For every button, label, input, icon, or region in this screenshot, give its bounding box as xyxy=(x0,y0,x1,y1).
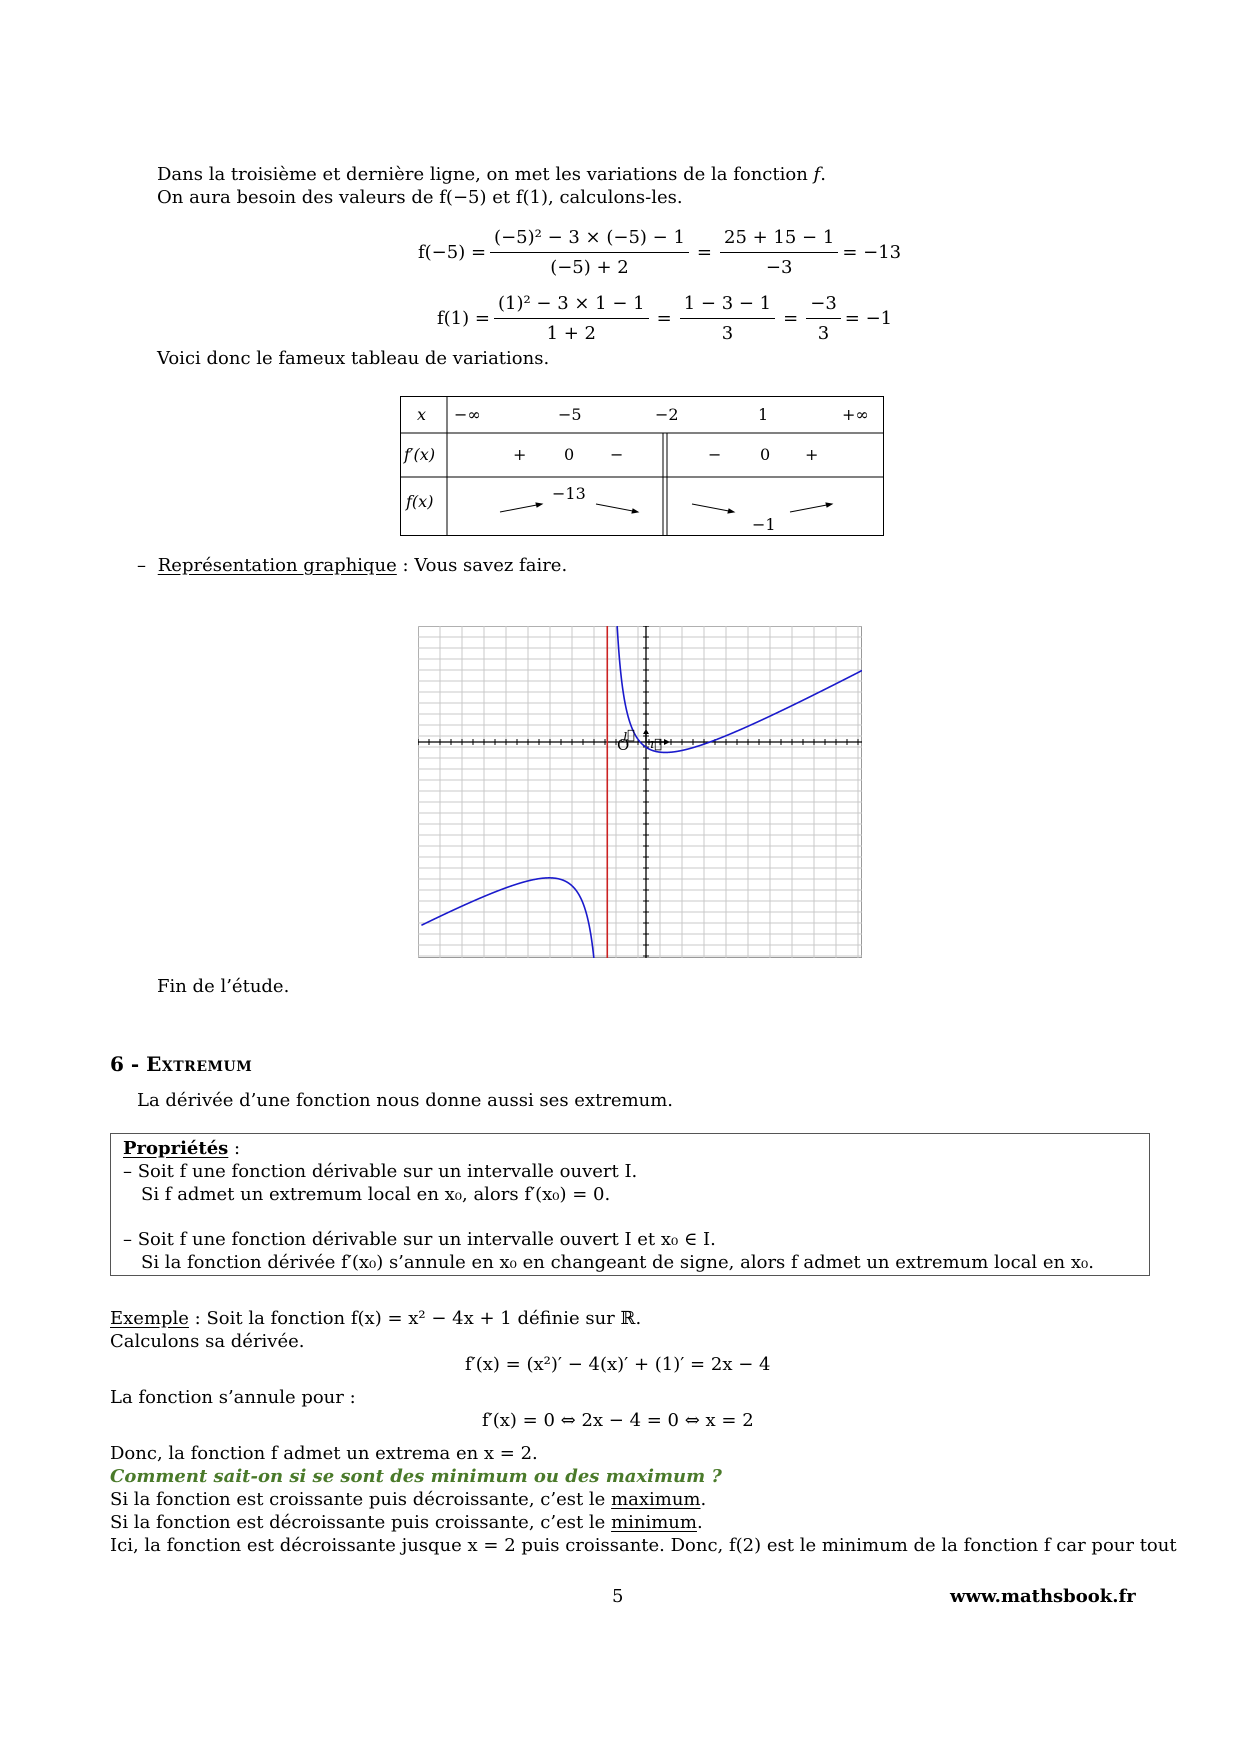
j-vector-label: ȷ⃗ xyxy=(623,728,635,743)
eq2-frac2-numerator: 1 − 3 − 1 xyxy=(680,292,775,319)
x-value-minus-2: −2 xyxy=(655,405,679,424)
properties-title-line xyxy=(123,1137,240,1160)
x-value-minus-inf: −∞ xyxy=(454,405,481,424)
x-value-1: 1 xyxy=(758,405,769,424)
x-value-plus-inf: +∞ xyxy=(842,405,869,424)
properties-colon: : xyxy=(228,1138,241,1159)
example-line-2: Calculons sa dérivée. xyxy=(110,1331,305,1352)
section-number: 6 - xyxy=(110,1052,147,1076)
intro-line-2: On aura besoin des valeurs de f(−5) et f(1), calculons-les. xyxy=(157,187,683,208)
representation-line xyxy=(137,554,567,577)
page-number: 5 xyxy=(612,1586,624,1607)
eq1-fraction-1 xyxy=(490,226,689,279)
eq2-frac2-denominator: 3 xyxy=(721,323,734,344)
sign-zero-2: 0 xyxy=(760,445,771,464)
eq2-fraction-1 xyxy=(494,292,649,345)
eq1-frac1-denominator: (−5) + 2 xyxy=(550,257,629,278)
eq1-frac2-numerator: 25 + 15 − 1 xyxy=(720,226,838,253)
eq2-equals-2: = xyxy=(783,308,799,329)
origin-label: O xyxy=(617,736,630,754)
function-graph xyxy=(418,626,862,958)
example-line-7: Ici, la fonction est décroissante jusque x = 2 puis croissante. Donc, f(2) est le minimum de la fonction f car pour tout xyxy=(110,1535,1177,1556)
representation-label: Représentation graphique xyxy=(157,555,397,576)
example-line-1 xyxy=(110,1307,641,1330)
x-value-minus-5: −5 xyxy=(558,405,582,424)
example-zero-equation: f′(x) = 0 ⇔ 2x − 4 = 0 ⇔ x = 2 xyxy=(482,1410,754,1431)
eq1-lhs: f(−5) = xyxy=(418,242,487,263)
footer-url: www.mathsbook.fr xyxy=(950,1586,1136,1607)
eq2-fraction-2 xyxy=(680,292,775,345)
intro-line-1 xyxy=(157,163,826,186)
eq2-result: = −1 xyxy=(844,308,893,329)
eq1-frac1-numerator: (−5)² − 3 × (−5) − 1 xyxy=(490,226,689,253)
section-heading: Extremum xyxy=(146,1052,253,1076)
properties-box xyxy=(110,1133,1150,1276)
equation-f-1 xyxy=(437,292,892,345)
example-definition: : Soit la fonction f(x) = x² − 4x + 1 définie sur ℝ. xyxy=(188,1308,642,1329)
section-intro: La dérivée d’une fonction nous donne aussi ses extremum. xyxy=(137,1090,674,1111)
i-vector-label: ı⃗ xyxy=(650,737,662,752)
intro-text: Dans la troisième et dernière ligne, on met les variations de la fonction xyxy=(157,164,814,185)
graph-canvas xyxy=(418,626,862,958)
eq2-frac3-numerator: −3 xyxy=(806,292,841,319)
eq2-frac3-denominator: 3 xyxy=(817,323,830,344)
property-1-line-1: – Soit f une fonction dérivable sur un intervalle ouvert I. xyxy=(123,1161,638,1182)
property-1-line-2: Si f admet un extremum local en x₀, alors f′(x₀) = 0. xyxy=(141,1184,611,1205)
example-line-6 xyxy=(110,1511,703,1534)
min-value: −1 xyxy=(752,515,776,534)
list-dash: – xyxy=(137,555,146,576)
equation-f-minus-5 xyxy=(418,226,901,279)
example-label: Exemple xyxy=(110,1308,189,1329)
property-2-line-1: – Soit f une fonction dérivable sur un intervalle ouvert I et x₀ ∈ I. xyxy=(123,1229,716,1250)
representation-rest: : Vous savez faire. xyxy=(396,555,568,576)
line5-period: . xyxy=(700,1489,707,1510)
sign-plus-2: + xyxy=(805,445,819,464)
eq2-frac1-denominator: 1 + 2 xyxy=(546,323,597,344)
eq1-frac2-denominator: −3 xyxy=(765,257,793,278)
eq2-equals-1: = xyxy=(656,308,672,329)
line6-period: . xyxy=(696,1512,703,1533)
example-line-3: La fonction s’annule pour : xyxy=(110,1387,356,1408)
example-line-4: Donc, la fonction f admet un extrema en x = 2. xyxy=(110,1443,538,1464)
sign-minus-1: − xyxy=(610,445,624,464)
eq1-equals: = xyxy=(696,242,712,263)
line6-text: Si la fonction est décroissante puis croissante, c’est le xyxy=(110,1512,612,1533)
intro-period: . xyxy=(820,164,826,185)
minimum-word: minimum xyxy=(611,1512,697,1533)
eq1-fraction-2 xyxy=(720,226,838,279)
variation-table xyxy=(400,396,884,536)
example-line-5 xyxy=(110,1488,706,1511)
example-derivative-equation: f′(x) = (x²)′ − 4(x)′ + (1)′ = 2x − 4 xyxy=(465,1354,771,1375)
eq1-result: = −13 xyxy=(842,242,902,263)
table-x-label: x xyxy=(417,405,427,424)
eq2-lhs: f(1) = xyxy=(437,308,490,329)
maximum-word: maximum xyxy=(611,1489,701,1510)
properties-title: Propriétés xyxy=(123,1138,229,1159)
sign-zero-1: 0 xyxy=(564,445,575,464)
sign-plus-1: + xyxy=(513,445,527,464)
eq2-fraction-3 xyxy=(806,292,841,345)
section-title xyxy=(110,1053,252,1076)
sign-minus-2: − xyxy=(708,445,722,464)
line5-text: Si la fonction est croissante puis décroissante, c’est le xyxy=(110,1489,612,1510)
eq2-frac1-numerator: (1)² − 3 × 1 − 1 xyxy=(494,292,649,319)
max-value: −13 xyxy=(552,484,586,503)
fin-text: Fin de l’étude. xyxy=(157,976,290,997)
table-fprime-label: f′(x) xyxy=(404,445,436,464)
property-2-line-2: Si la fonction dérivée f′(x₀) s’annule en x₀ en changeant de signe, alors f admet un extremum local en x₀. xyxy=(141,1252,1094,1273)
graph-border xyxy=(419,627,862,958)
function-symbol: f xyxy=(813,164,821,185)
table-f-label: f(x) xyxy=(406,492,434,511)
voici-text: Voici donc le fameux tableau de variations. xyxy=(157,348,550,369)
example-question: Comment sait-on si se sont des minimum ou des maximum ? xyxy=(110,1466,722,1487)
